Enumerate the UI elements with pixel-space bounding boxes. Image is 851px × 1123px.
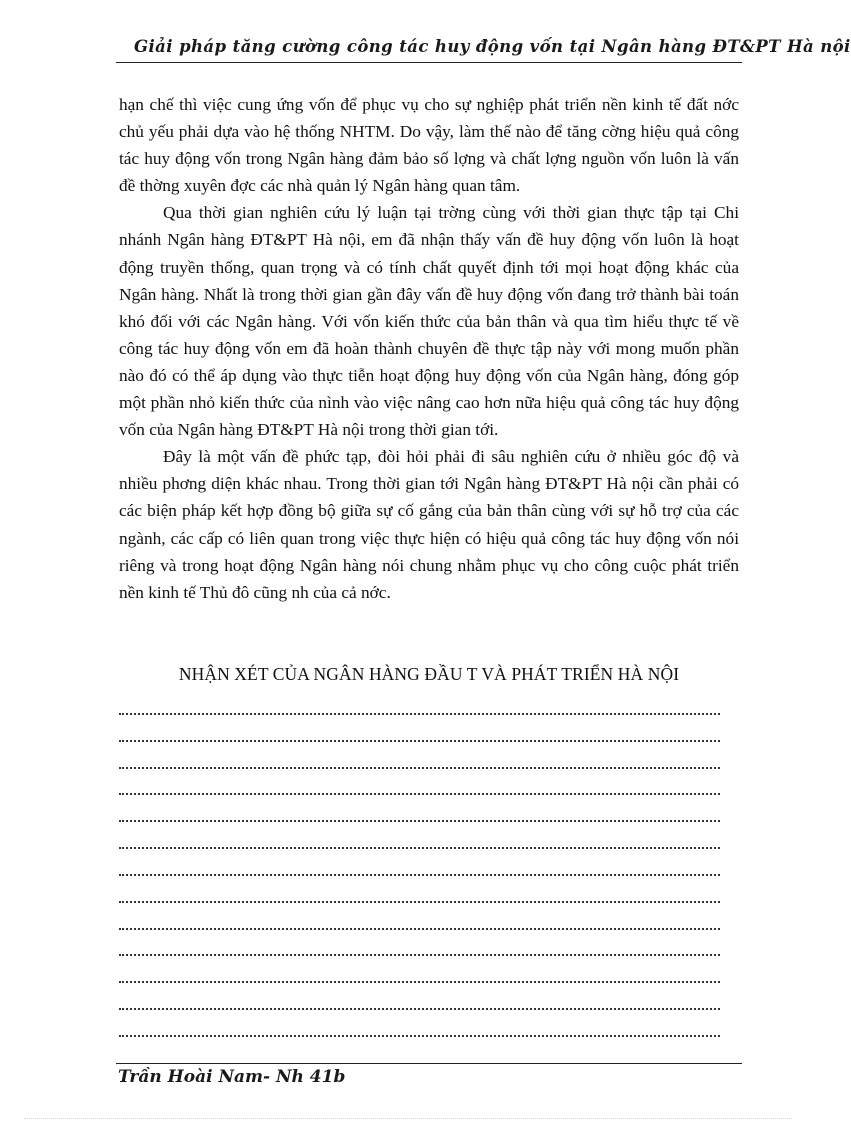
- review-dotted-line: [119, 849, 720, 876]
- review-dotted-line: [119, 715, 720, 742]
- body-text: [119, 91, 739, 606]
- page-header: [116, 34, 851, 63]
- footer-author: Trần Hoài Nam- Nh 41b: [118, 1067, 346, 1087]
- review-dotted-line: [119, 822, 720, 849]
- paragraph-continuation: hạn chế thì việc cung ứng vốn để phục vụ cho sự nghiệp phát triển nền kinh tế đất nớc chủ yếu phải dựa vào hệ thống NHTM. Do vậy, làm thế nào để tăng cờng hiệu quả công tác huy động vốn trong Ngân hàng đảm bảo số lợng và chất lợng nguồn vốn luôn là vấn đề thờng xuyên đợc các nhà quản lý Ngân hàng quan tâm.: [119, 95, 739, 196]
- review-dotted-line: [119, 876, 720, 903]
- running-header-title: Giải pháp tăng cường công tác huy động vốn tại Ngân hàng ĐT&PT Hà nội: [134, 37, 851, 56]
- page-bottom-border: [24, 1118, 792, 1119]
- footer-rule: [116, 1063, 742, 1064]
- review-section-title: NHẬN XÉT CỦA NGÂN HÀNG ĐẦU T VÀ PHÁT TRIỂN HÀ NỘI: [178, 664, 680, 684]
- review-dotted-line: [119, 769, 720, 796]
- review-dotted-line: [119, 930, 720, 957]
- paragraph-research: Qua thời gian nghiên cứu lý luận tại trờng cùng với thời gian thực tập tại Chi nhánh Ngân hàng ĐT&PT Hà nội, em đã nhận thấy vấn đề huy động vốn luôn là hoạt động truyền thống, quan trọng và có tính chất quyết định tới mọi hoạt động khác của Ngân hàng. Nhất là trong thời gian gần đây vấn đề huy động vốn đang trở thành bài toán khó đối với các Ngân hàng. Với vốn kiến thức của bản thân và qua tìm hiểu thực tế về công tác huy động vốn em đã hoàn thành chuyên đề thực tập này với mong muốn phần nào đó có thể áp dụng vào thực tiễn hoạt động huy động vốn của Ngân hàng, đóng góp một phần nhỏ kiến thức của nình vào việc nâng cao hơn nữa hiệu quả công tác huy động vốn của Ngân hàng ĐT&PT Hà nội trong thời gian tới.: [119, 203, 739, 440]
- review-dotted-line: [119, 742, 720, 769]
- paragraph-conclusion: Đây là một vấn đề phức tạp, đòi hỏi phải đi sâu nghiên cứu ở nhiều góc độ và nhiều phơng diện khác nhau. Trong thời gian tới Ngân hàng ĐT&PT Hà nội cần phải có các biện pháp kết hợp đồng bộ giữa sự cố gắng của bản thân cùng với sự hỗ trợ của các ngành, các cấp có liên quan trong việc thực hiện có hiệu quả công tác huy động vốn nói riêng và trong hoạt động Ngân hàng nói chung nhằm phục vụ cho công cuộc phát triển nền kinh tế Thủ đô cũng nh của cả nớc.: [119, 447, 739, 602]
- review-dotted-line: [119, 795, 720, 822]
- review-blank-lines: [119, 688, 720, 1037]
- review-dotted-line: [119, 983, 720, 1010]
- review-dotted-line: [119, 956, 720, 983]
- review-dotted-line: [119, 903, 720, 930]
- review-dotted-line: [119, 688, 720, 715]
- review-dotted-line: [119, 1010, 720, 1037]
